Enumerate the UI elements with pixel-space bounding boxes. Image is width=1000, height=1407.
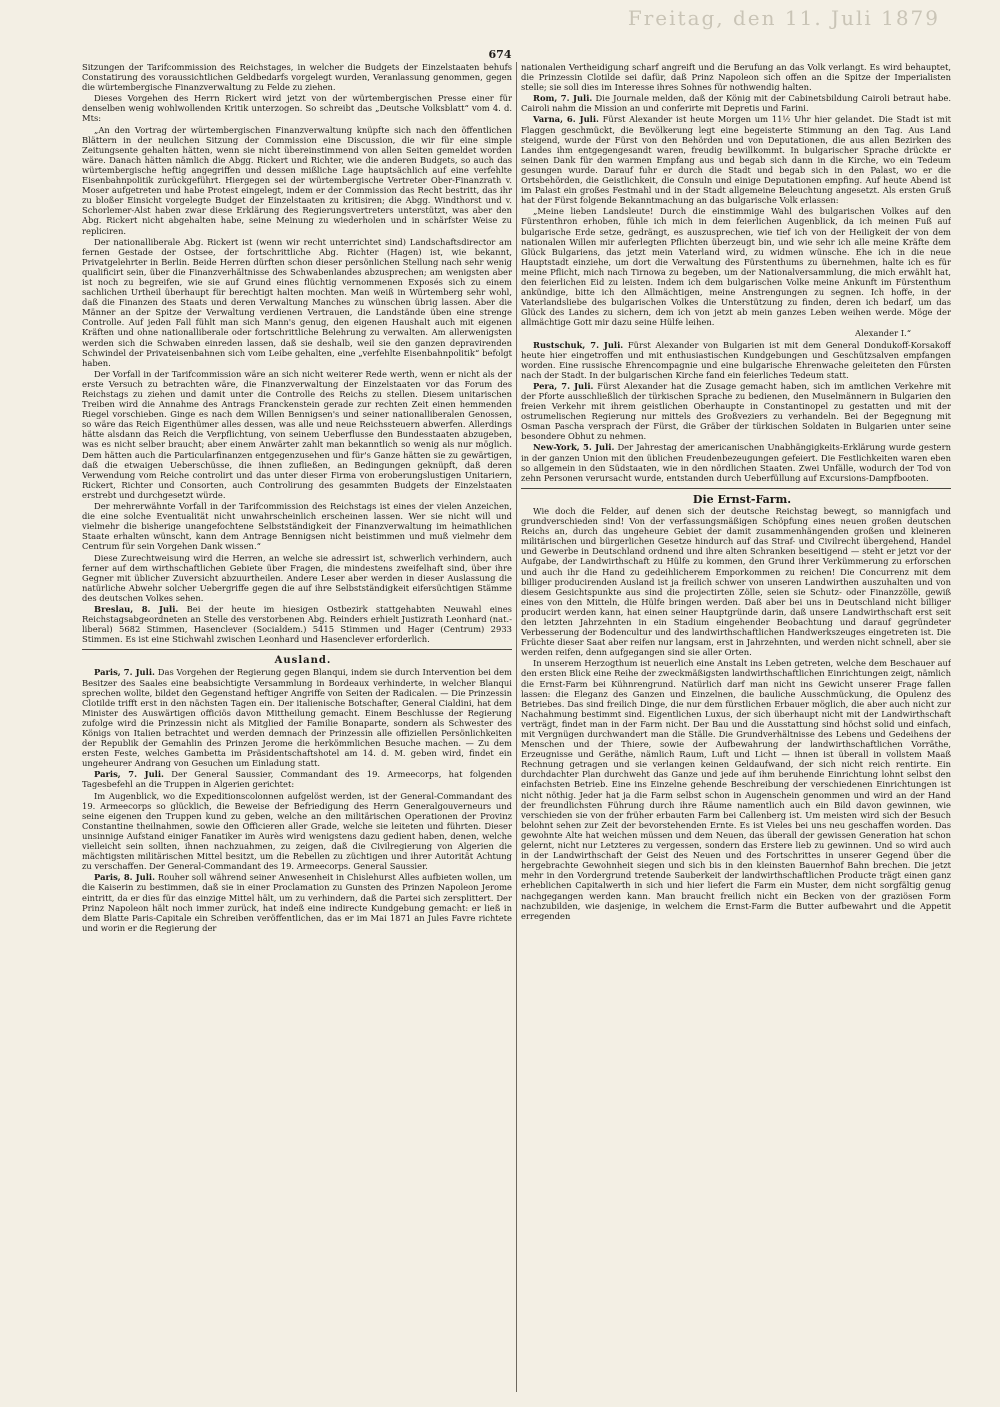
bleed-through-header: Freitag, den 11. Juli 1879 [627, 6, 940, 30]
news-item-rom [521, 93, 951, 113]
quote-paragraph: „Meine lieben Landsleute! Durch die einstimmige Wahl des bulgarischen Volkes auf den Fürstenthron erhoben, fühle ich mich in dem feierlichen Augenblick, da ich meinen Fuß auf bulgarische Erde setze, gedrängt, es auszusprechen, wie tief ich von der Heiligkeit der von dem nationalen Willen mir auferlegten Pflichten überzeugt bin, und wie sehr ich alle meine Kräfte dem Glück Bulgariens, das jetzt mein Vaterland wird, zu widmen wünsche. Ehe ich in die neue Hauptstadt einziehe, um dort die Verwaltung des Fürstenthums zu übernehmen, halte ich es für meine Pflicht, mich nach Tirnowa zu begeben, um der Nationalversammlung, die mich erwählt hat, den feierlichen Eid zu leisten. Indem ich dem bulgarischen Volke meine Ankunft im Fürstenthum ankündige, bitte ich den Allmächtigen, meine Anstrengungen zu segnen. Ich hoffe, in der Vaterlandsliebe des bulgarischen Volkes die Unterstützung zu finden, deren ich bedarf, um das Glück des Landes zu sichern, dem ich von jetzt ab mein ganzes Leben weihen werde. Möge der allmächtige Gott mir dazu seine Hülfe leihen. [521, 206, 951, 328]
paragraph: Sitzungen der Tarifcommission des Reichstages, in welcher die Budgets der Einzelstaaten behufs Constatirung des voraussichtlichen Geldbedarfs vorgelegt wurden, Veranlassung genommen, gegen die würtembergische Finanzverwaltung zu Felde zu ziehen. [82, 62, 512, 93]
paragraph: In unserem Herzogthum ist neuerlich eine Anstalt ins Leben getreten, welche dem Beschauer auf den ersten Blick eine Reihe der zweckmäßigsten landwirthschaftlichen Einrichtungen zeigt, nämlich die Ernst-Farm bei Kühnrengrund. Natürlich darf man nicht ins Gewicht unserer Frage fallen lassen: die Eleganz des Ganzen und Einzelnen, die bauliche Ausschmückung, die Opulenz des Betriebes. Das sind freilich Dinge, die nur dem fürstlichen Erbauer möglich, die aber auch nicht zur Nachahmung bestimmt sind. Eigentlichen Luxus, der sich überhaupt nicht mit der Landwirthschaft verträgt, findet man in der Farm nicht. Der Bau und die Ausstattung sind höchst solid und einfach, mit Vergnügen durchwandert man die Ställe. Die Grundverhältnisse des Lebens und Gedeihens der Menschen und der Thiere, sowie der Aufbewahrung der landwirthschaftlichen Vorräthe, Erzeugnisse und Geräthe, nämlich Raum, Luft und Licht — ihnen ist überall in vollstem Maaß Rechnung getragen und sie verlangen keinen Geldaufwand, der sich nicht reich rentirte. Ein durchdachter Plan durchweht das Ganze und jede auf ihm beruhende Einrichtung lohnt selbst den einfachsten Betrieb. Eine ins Einzelne gehende Beschreibung der verschiedenen Einrichtungen ist nicht nöthig. Jeder hat ja die Farm selbst schon in Augenschein genommen und wird an der Hand der freundlichsten Führung durch ihre Räume namentlich auch ein Bild davon gewinnen, wie verschieden sie von der früher erbauten Farm bei Callenberg ist. Um meisten wird sich der Besuch belohnt sehen zur Zeit der bevorstehenden Ernte. Es ist Vieles bei uns neu geschaffen worden. Das gewohnte Alte hat weichen müssen und dem Neuen, das überall der gewissen Generation hat schon gelernt, nicht nur Letzteres zu vergessen, sondern das Erstere lieb zu gewinnen. Und so wird auch in der Landwirthschaft der Geist des Neuen und des Fortschrittes in unserer Gegend über die hergebrachte Gewohnheit siegen und sich bis in den kleinsten Bauernhof Bahn brechen. Die jetzt mehr in den Vordergrund tretende Sauberkeit der landwirthschaftlichen Producte trägt einen ganz erheblichen Capitalwerth in sich und hier liefert die Farm ein Muster, dem nicht sorgfältig genug nachgegangen werden kann. Man braucht freilich nicht ein Becken von der graziösen Form nachzubilden, wie dasjenige, in welchem die Ernst-Farm die Butter aufbewahrt und die Appetit erregenden [521, 658, 951, 921]
news-text: Das Vorgehen der Regierung gegen Blanqui, indem sie durch Intervention bei dem Besitzer des Saales eine beabsichtigte Versammlung in Bordeaux verhinderte, in welcher Blanqui sprechen wollte, bildet den Gegenstand heftiger Angriffe von Seiten der Radicalen. — Die Prinzessin Clotilde trifft erst in den nächsten Tagen ein. Der italienische Botschafter, General Cialdini, hat dem Minister des Auswärtigen officiös davon Mittheilung gemacht. Einem Beschlusse der Regierung zufolge wird die Prinzessin nicht als Mitglied der Familie Bonaparte, sondern als Schwester des Königs von Italien betrachtet und werden demnach der Prinzessin alle offiziellen Persönlichkeiten der Republik der Gemahlin des Prinzen Jerome die herkömmlichen Besuche machen. — Zu dem ersten Feste, welches Gambetta im Präsidentschaftshotel am 14. d. M. geben wird, findet ein ungeheurer Andrang von Gesuchen um Einladung statt. [82, 667, 512, 769]
news-item-rustschuk [521, 340, 951, 380]
news-item-breslau [82, 604, 512, 644]
news-text: Der Jahrestag der americanischen Unabhängigkeits-Erklärung wurde gestern in der ganzen Union mit den üblichen Freudenbezeugungen gefeiert. Die Festlichkeiten waren eben so allgemein in den Südstaaten, wie in den nördlichen Staaten. Zwei Unfälle, wodurch der Tod von zehn Personen verursacht wurde, entstanden durch Ueberfüllung auf Excursions-Dampfbooten. [521, 442, 951, 483]
news-item-pera [521, 381, 951, 442]
news-text: Fürst Alexander hat die Zusage gemacht haben, sich im amtlichen Verkehre mit der Pforte ausschließlich der türkischen Sprache zu bedienen, den Muselmännern in Bulgarien den freien Verkehr mit ihrem geistlichen Oberhaupte in Constantinopel zu gestatten und mit der ostrumelischen Regierung nur mittels des Großveziers zu verhandeln. Bei der Begegnung mit Osman Pascha versprach der Fürst, die Gräber der türkischen Soldaten in Bulgarien unter seine besondere Obhut zu nehmen. [521, 380, 951, 442]
dateline: Rustschuk, 7. Juli. [533, 339, 624, 350]
dateline: Paris, 7. Juli. [94, 769, 164, 780]
news-text: Die Journale melden, daß der König mit der Cabinetsbildung Cairoli betraut habe. Cairoli nahm die Mission an und conferirte mit Depretis und Farini. [521, 93, 951, 114]
news-text: Fürst Alexander ist heute Morgen um 11½ Uhr hier gelandet. Die Stadt ist mit Flaggen geschmückt, die Bevölkerung legt eine begeisterte Stimmung an den Tag. Aus Land steigend, wurde der Fürst von den Behörden und von Deputationen, die aus allen Bezirken des Landes ihm entgegengesandt waren, freudig bewillkommt. In bulgarischer Sprache drückte er seinen Dank für den warmen Empfang aus und begab sich dann in die Kirche, wo ein Tedeum gesungen wurde. Darauf fuhr er durch die Stadt und begab sich in den Palast, wo er die Ortsbehörden, die Geistlichkeit, die Consuln und einige Deputationen empfing. Auf heute Abend ist im Palast ein großes Festmahl und in der Stadt allgemeine Beleuchtung angesetzt. Als ersten Gruß hat der Fürst folgende Bekanntmachung an das bulgarische Volk erlassen: [521, 114, 951, 206]
news-text: Der General Saussier, Commandant des 19. Armeecorps, hat folgenden Tagesbefehl an die Truppen in Algerien gerichtet: [82, 769, 512, 790]
divider [521, 488, 951, 489]
news-item-newyork [521, 442, 951, 482]
dateline: Paris, 8. Juli. [94, 872, 155, 883]
dateline: Rom, 7. Juli. [533, 93, 593, 104]
dateline: Breslau, 8. Juli. [94, 603, 179, 614]
left-column [82, 62, 512, 1394]
paragraph: Dieses Vorgehen des Herrn Rickert wird jetzt von der würtembergischen Presse einer für denselben wenig wohlwollenden Kritik unterzogen. So schreibt das „Deutsche Volksblatt“ vom 4. d. Mts: [82, 93, 512, 124]
news-item-paris [82, 872, 512, 933]
dateline: Pera, 7. Juli. [533, 380, 594, 391]
news-item-varna [521, 114, 951, 205]
signature: Alexander I.“ [854, 328, 911, 339]
paragraph: nationalen Vertheidigung scharf angreift und die Berufung an das Volk verlangt. Es wird behauptet, die Prinzessin Clotilde sei dafür, daß Prinz Napoleon sich offen an die Spitze der Imperialisten stelle; sie soll dies im Interesse ihres Sohnes für nothwendig halten. [521, 62, 951, 93]
divider [82, 649, 512, 650]
quote-paragraph: Im Augenblick, wo die Expeditionscolonnen aufgelöst werden, ist der General-Commandant des 19. Armeecorps so glücklich, die Beweise der Befriedigung des Herrn Generalgouverneurs und seine eigenen den Truppen kund zu geben, welche an den militärischen Operationen der Provinz Constantine theilnahmen, sowie den Officieren aller Grade, welche sie leiteten und führten. Dieser unsinnige Aufstand einiger Fanatiker im Aurès wird wenigstens dazu gedient haben, denen, welche vielleicht sein sollten, ihnen nachzuahmen, zu zeigen, daß die Civilregierung von Algerien die mächtigsten militärischen Mittel besitzt, um die Rebellen zu züchtigen und ihrer Autorität Achtung zu verschaffen. Der General-Commandant des 19. Armeecorps. General Saussier. [82, 790, 512, 872]
paragraph: Der mehrerwähnte Vorfall in der Tarifcommission des Reichstags ist eines der vielen Anzeichen, die eine solche Eventualität nicht unwahrscheinlich erscheinen lassen. Wer sie nicht will und vielmehr die bisherige unangefochtene Selbstständigkeit der Finanzverwaltung im heimathlichen Staate erhalten wünscht, kann dem Antrage Bennigsen nicht beistimmen und muß vielmehr dem Centrum für sein Vorgehen Dank wissen.“ [82, 501, 512, 552]
quote-paragraph: „An den Vortrag der würtembergischen Finanzverwaltung knüpfte sich nach den öffentlichen Blättern in der neulichen Sitzung der Commission eine Discussion, die wir für eine simple Zeitungsente gehalten hätten, wenn sie nicht übereinstimmend von allen Seiten gemeldet worden wäre. Danach hätten nämlich die Abgg. Rickert und Richter, wie die anderen Budgets, so auch das würtembergische heftig angegriffen und dessen mißliche Lage hauptsächlich auf eine verfehlte Eisenbahnpolitik zurückgeführt. Hiergegen sei der würtembergische Vertreter Ober-Finanzrath v. Moser aufgetreten und habe Protest eingelegt, indem er der Commission das Recht bestritt, das ihr zu bloßer Einsicht vorgelegte Budget der Einzelstaaten zu kritisiren; die Abgg. Windthorst und v. Schorlemer-Alst haben zwar diese Erklärung des Regierungsvertreters unterstützt, was aber den Abg. Rickert nicht abgehalten habe, seine Meinung zu wiederholen und in schärfster Weise zu repliciren. [82, 124, 512, 236]
column-rule [516, 62, 517, 1392]
paragraph: Wie doch die Felder, auf denen sich der deutsche Reichstag bewegt, so mannigfach und grundverschieden sind! Von der verfassungsmäßigen Schöpfung eines neuen großen deutschen Reichs an, durch das ungeheure Gebiet der damit zusammenhängenden großen und kleineren militärischen und bürgerlichen Gesetze hindurch auf das Straf- und Civilrecht übergehend, Handel und Gewerbe in Deutschland ordnend und ihre alten Schranken beseitigend — steht er jetzt vor der Aufgabe, der Landwirthschaft zu Hülfe zu kommen, den Grund ihrer Verkümmerung zu erforschen und auch ihr die Hand zu gedeihlicherem Emporkommen zu reichen! Die Concurrenz mit dem billiger producirenden Ausland ist ja freilich schwer von unseren Landwirthen auszuhalten und von diesem Gesichtspunkte aus sind die projectirten Zölle, seien sie Schutz- oder Finanzzölle, gewiß eines von den Mitteln, die Hülfe bringen werden. Daß aber bei uns in Deutschland nicht billiger producirt werden kann, hat einen seiner Hauptgründe darin, daß unsere Landwirthschaft erst seit den letzten Jahrzehnten in ein Stadium eingehender Beobachtung und darauf gegründeter Verbesserung der Bodencultur und des landwirthschaftlichen Handwerkszeuges eingetreten ist. Die Früchte dieser Saat aber reifen nur langsam, erst in Jahrzehnten, und werden nicht schnell, aber sie werden reifen, denn aufgegangen sind sie aller Orten. [521, 505, 951, 658]
article-title: Die Ernst-Farm. [692, 492, 792, 506]
right-column [521, 62, 951, 1394]
section-heading-ausland: Ausland. [274, 655, 332, 667]
paragraph: Diese Zurechtweisung wird die Herren, an welche sie adressirt ist, schwerlich verhindern, auch ferner auf dem wirthschaftlichen Gebiete über Fragen, die mindestens zweifelhaft sind, über ihre Gegner mit üblicher Zuversicht abzuurtheilen. Andere Leser aber werden in dieser Auslassung die natürliche Abwehr solcher Uebergriffe gegen die auf ihre Selbstständigkeit eifersüchtigen Stämme des deutschen Volkes sehen. [82, 552, 512, 603]
page-number: 674 [488, 48, 512, 61]
news-item-paris [82, 667, 512, 768]
dateline: New-York, 5. Juli. [533, 442, 615, 453]
news-text: Fürst Alexander von Bulgarien ist mit dem General Dondukoff-Korsakoff heute hier eingetroffen und mit enthusiastischen Kundgebungen und Geschützsalven empfangen worden. Eine russische Ehrencompagnie und eine bulgarische Ehrenwache geleiteten den Fürsten nach der Stadt. In der bulgarischen Kirche fand ein feierliches Tedeum statt. [521, 339, 951, 380]
news-text: Rouher soll während seiner Anwesenheit in Chislehurst Alles aufbieten wollen, um die Kaiserin zu bestimmen, daß sie in einer Proclamation zu Gunsten des Prinzen Napoleon Jerome eintritt, da er dies für das einzige Mittel hält, um zu verhindern, daß die Partei sich zersplittert. Der Prinz Napoleon hält noch immer zurück, hat indeß eine indirecte Kundgebung gemacht: er ließ in dem Blatte Paris-Capitale ein Schreiben veröffentlichen, das er im Mai 1871 an Jules Favre richtete und worin er die Regierung der [82, 872, 512, 933]
news-item-paris [82, 769, 512, 789]
paragraph: Der nationalliberale Abg. Rickert ist (wenn wir recht unterrichtet sind) Landschaftsdirector am fernen Gestade der Ostsee, der fortschrittliche Abg. Richter (Hagen) ist, wie bekannt, Privatgelehrter in Berlin. Beide Herren dürften schon dieser persönlichen Stellung nach sehr wenig qualificirt sein, über die Finanzverhältnisse des Schwabenlandes abzusprechen; am wenigsten aber ist noch zu begreifen, wie sie auf Grund eines flüchtig vernommenen Exposés sich zu einem sachlichen Urtheil überhaupt für berechtigt halten mochten. Man weiß in Würtemberg sehr wohl, daß die Finanzen des Staats und deren Verwaltung Manches zu wünschen übrig lassen. Aber die Männer an der Spitze der Verwaltung verdienen Vertrauen, die Landstände üben eine strenge Controlle. Auf jeden Fall fühlt man sich Mann's genug, den eigenen Haushalt auch mit eigenen Kräften und ohne nationalliberale oder fortschrittliche Belehrung zu verwalten. Am allerwenigsten werden sich die Schwaben einreden lassen, daß sie deshalb, weil sie den ganzen depravirenden Schwindel der Privateisenbahnen sich vom Leibe gehalten, eine „verfehlte Eisenbahnpolitik“ befolgt haben. [82, 236, 512, 368]
paragraph: Der Vorfall in der Tarifcommission wäre an sich nicht weiterer Rede werth, wenn er nicht als der erste Versuch zu betrachten wäre, die Finanzverwaltung der Einzelstaaten vor das Forum des Reichstags zu ziehen und damit unter die Controlle des Reichs zu stellen. Diesem unitarischen Treiben wird die Annahme des Antrags Franckenstein gerade zur rechten Zeit einen hemmenden Riegel vorschieben. Ginge es nach dem Willen Bennigsen's und seiner nationalliberalen Genossen, so wäre das Reich Eigenthümer alles dessen, was alle und neue Reichssteuern abwerfen. Allerdings hätte alsdann das Reich die Verpflichtung, von seinem Ueberflusse den Bundesstaaten abzugeben, was es nicht selber braucht; aber einem Anwärter zahlt man bekanntlich so wenig als nur möglich. Dem hätten auch die Particularfinanzen entgegenzusehen und für's Ganze hätten sie zu gewärtigen, daß die etwaigen Ueberschüsse, die ihnen zufließen, an Bedingungen geknüpft, daß deren Verwendung vom Reiche controlirt und das unter dieser Firma von eroberungslustigen Unitariern, Rickert, Richter und Consorten, auch Controlirung des gesammten Budgets der Einzelstaaten erstrebt und durchgesetzt würde. [82, 368, 512, 500]
dateline: Paris, 7. Juli. [94, 667, 155, 678]
dateline: Varna, 6. Juli. [533, 114, 599, 125]
news-text: Bei der heute im hiesigen Ostbezirk stattgehabten Neuwahl eines Reichstagsabgeordneten an Stelle des verstorbenen Abg. Reinders erhielt Justizrath Leonhard (nat.-liberal) 5682 Stimmen, Hasenclever (Socialdem.) 5415 Stimmen und Hager (Centrum) 2933 Stimmen. Es ist eine Stichwahl zwischen Leonhard und Hasenclever erforderlich. [82, 603, 512, 645]
